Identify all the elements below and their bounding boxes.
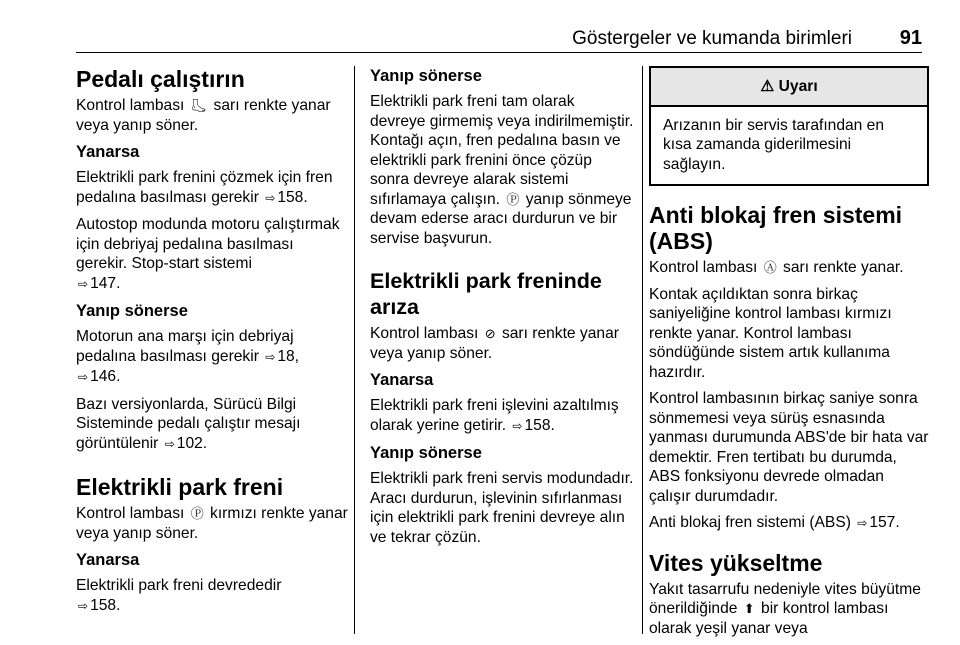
text: Anti blokaj fren sistemi (ABS)	[649, 514, 851, 531]
text: Motorun ana marşı için debriyaj pedalına basılması gerekir	[76, 328, 294, 365]
subheading: Yanarsa	[370, 371, 434, 389]
text: Yakıt tasarrufu nedeniyle vites büyütme önerildiğinde	[649, 580, 921, 617]
paragraph	[76, 215, 348, 294]
column-3	[649, 66, 929, 645]
header-title: Göstergeler ve kumanda birimleri	[572, 28, 852, 49]
paragraph: Kontrol lambasının birkaç saniye sonra sönmemesi veya sürüş esnasında yanması durumunda ABS'de bir hata var demektir. Fren tertibatı bu durumda, ABS fonksiyonu devrede olmadan çalışır durumdadır.	[649, 390, 929, 505]
section-heading: Elektrikli park freninde arıza	[370, 269, 602, 319]
page-header	[76, 22, 922, 53]
paragraph	[76, 168, 348, 208]
page-reference[interactable]: ⇨ 147.	[76, 275, 120, 292]
page-reference[interactable]: ⇨ 158.	[263, 189, 307, 206]
section-heading: Elektrikli park freni	[76, 474, 284, 500]
column-divider	[354, 66, 355, 634]
paragraph	[76, 96, 348, 135]
page-reference[interactable]: ⇨ 18,	[263, 348, 299, 365]
warning-header	[651, 68, 927, 107]
paragraph	[370, 92, 634, 248]
text: sarı renkte yanar veya yanıp söner.	[76, 97, 331, 134]
paragraph	[76, 395, 348, 455]
text: Kontrol lambası	[370, 325, 479, 342]
column-2	[370, 66, 634, 554]
parking-brake-icon: Ⓟ	[506, 191, 520, 207]
text: Kontrol lambası	[649, 259, 758, 276]
text: bir kontrol lambası olarak yeşil yanar veya	[649, 600, 889, 637]
warning-body: Arızanın bir servis tarafından en kısa zamanda giderilmesini sağlayın.	[663, 116, 885, 173]
subheading: Yanıp sönerse	[370, 444, 482, 462]
text: kırmızı renkte yanar veya yanıp söner.	[76, 505, 348, 542]
page-reference[interactable]: ⇨ 146.	[76, 368, 120, 385]
warning-triangle-icon: ⚠	[760, 78, 775, 95]
page-reference[interactable]: ⇨ 158.	[76, 597, 120, 614]
warning-title: Uyarı	[778, 78, 818, 95]
warning-box	[649, 66, 929, 186]
parking-brake-icon: Ⓟ	[190, 506, 204, 521]
text: Autostop modunda motoru çalıştırmak için debriyaj pedalına basılması gerekir. Stop-start sistemi	[76, 216, 340, 272]
subheading: Yanıp sönerse	[76, 302, 188, 320]
text: Elektrikli park freni tam olarak devreye girmemiş veya indirilmemiştir. Kontağı açın, fren pedalına basın ve elektrikli park frenini önce çözüp sonra devreye alarak sistemi sıfırlamaya çalışın.	[370, 93, 634, 208]
section-heading: Vites yükseltme	[649, 549, 823, 576]
paragraph	[76, 504, 348, 543]
upshift-icon: ⬆	[743, 601, 755, 616]
text: sarı renkte yanar.	[783, 259, 904, 276]
page-reference[interactable]: ⇨ 158.	[510, 417, 554, 434]
text: Bazı versiyonlarda, Sürücü Bilgi Sisteminde pedalı çalıştır mesajı görüntülenir	[76, 395, 301, 452]
paragraph	[649, 258, 929, 278]
page-reference[interactable]: ⇨ 157.	[855, 514, 899, 531]
text: Elektrikli park freni işlevini azaltılmış olarak yerine getirir.	[370, 397, 619, 434]
paragraph	[649, 513, 929, 534]
text: Elektrikli park frenini çözmek için fren pedalına basılması gerekir	[76, 169, 333, 206]
text: Kontrol lambası	[76, 97, 185, 114]
foot-pedal-icon: 🦶︎	[190, 98, 208, 113]
abs-icon: Ⓐ	[763, 260, 777, 275]
text: Kontrol lambası	[76, 505, 185, 522]
brake-fault-icon: ⊘	[484, 326, 496, 341]
paragraph: Elektrikli park freni servis modundadır. Aracı durdurun, işlevinin sıfırlanması için elektrikli park frenini devreye alın ve tekrar çözün.	[370, 470, 634, 546]
section-heading: Anti blokaj fren sistemi (ABS)	[649, 202, 903, 254]
paragraph	[76, 327, 348, 388]
subheading: Yanarsa	[76, 143, 140, 161]
text: yanıp sönmeye devam ederse aracı durdurun ve bir servise başvurun.	[370, 190, 632, 247]
section-heading: Pedalı çalıştırın	[76, 66, 245, 92]
paragraph	[76, 576, 348, 616]
text: Elektrikli park freni devrededir	[76, 577, 282, 594]
paragraph	[370, 396, 634, 436]
paragraph: Kontak açıldıktan sonra birkaç saniyeliğine kontrol lambası kırmızı renkte yanar. Kontrol lambası söndüğünde sistem artık kullanıma hazırdır.	[649, 285, 892, 381]
column-divider	[642, 66, 643, 634]
text: sarı renkte yanar veya yanıp söner.	[370, 325, 619, 362]
paragraph	[370, 324, 634, 363]
subheading: Yanarsa	[76, 551, 140, 569]
column-1	[76, 66, 348, 623]
paragraph	[649, 580, 929, 639]
page-reference[interactable]: ⇨ 102.	[163, 435, 207, 452]
page-number: 91	[899, 27, 922, 49]
subheading: Yanıp sönerse	[370, 67, 482, 85]
